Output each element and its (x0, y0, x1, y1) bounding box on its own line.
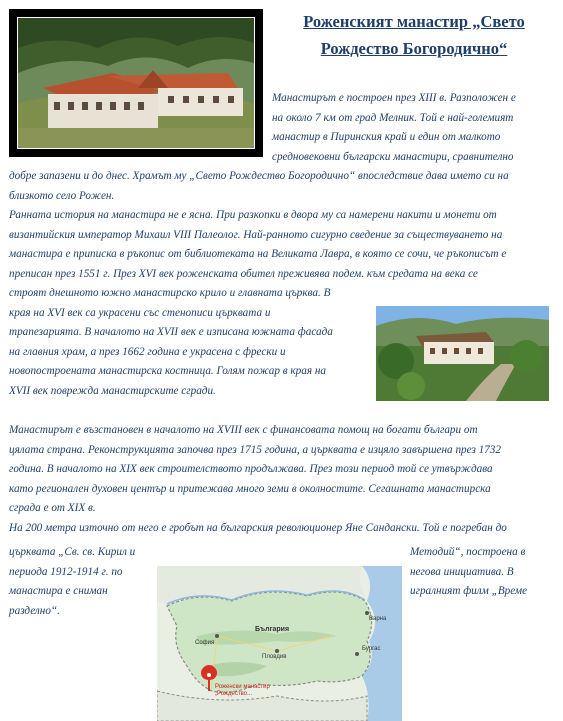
text-line: негова инициатива. В (410, 565, 514, 578)
text-line: На 200 метра източно от него е гробът на българския революционер Яне Сандански. Той е погребан до (9, 522, 507, 534)
text-line: на около 7 км от град Мелник. Той е най-големият (272, 111, 514, 124)
text-line: година. В началото на XIX век строителството продължава. През този период той се утвърждава (9, 463, 493, 475)
map-label-city: Варна (369, 616, 387, 622)
text-line: на главния храм, а през 1662 година е украсена с фрески и (9, 345, 286, 358)
map-label-city: Пловдив (262, 654, 287, 660)
text-line: края на XVI век са украсени със стенописи църквата и (9, 306, 271, 319)
text-line: манастир в Пиринския край и един от малкото (272, 131, 501, 143)
text-line: XVII век поврежда манастирските сгради. (9, 384, 216, 397)
text-line: църквата „Св. св. Кирил и (9, 546, 136, 558)
text-line: византийския император Михаил VIII Палеолог. Най-ранното сигурно сведение за съществуването на (9, 228, 503, 241)
text-line: манастира е сниман (9, 585, 108, 597)
text-line: Манастирът е построен през XIII в. Разположен е (272, 92, 516, 104)
monastery-photo (17, 17, 255, 149)
monastery-courtyard-photo (376, 306, 549, 401)
text-line: периода 1912-1914 г. по (9, 565, 123, 578)
text-line: цялата страна. Реконструкцията започва през 1715 година, а църквата е изцяло завършена през 1732 (9, 443, 501, 456)
text-line: Методий“, построена в (410, 546, 526, 558)
map-marker-label-line: Роженски манастир (215, 684, 270, 690)
map-marker-label (215, 684, 270, 698)
text-line: като регионален духовен център и притежава много земи в околностите. Сегашната манастирска (9, 482, 491, 495)
paragraph-2-wide (9, 206, 550, 284)
text-line: близкото село Рожен. (9, 189, 115, 202)
paragraph-3 (9, 421, 550, 519)
text-line: преписан през 1551 г. През XVI век роженската обител преживява подем. към средата на века се (9, 267, 478, 280)
map-of-bulgaria (157, 566, 402, 721)
page-title (272, 8, 556, 62)
text-line: манастира е приписка в ръкопис от библиотеката на Великата Лавра, в която се сочи, че ръкописът е (9, 248, 507, 260)
text-line: игралният филм „Време (410, 585, 528, 597)
text-line: Манастирът е възстановен в началото на XVIII век с финансовата помощ на богати българи от (9, 424, 478, 436)
map-label-country: България (255, 626, 290, 633)
paragraph-4-left-column (9, 543, 149, 621)
map-marker-label-line: „Рождество... (215, 691, 253, 697)
text-line: трапезарията. В началото на XVII век е изписана южната фасада (9, 326, 333, 338)
text-line: новопостроената манастирска костница. Голям пожар в края на (9, 365, 326, 377)
text-line: разделно“. (9, 604, 60, 617)
text-line: добре запазени и до днес. Храмът му „Свето Рождество Богородично“ впоследствие дава името си на (9, 170, 509, 182)
paragraph-4-first-line (9, 519, 550, 539)
text-line: Ранната история на манастира не е ясна. При разкопки в двора му са намерени накити и монети от (9, 209, 497, 221)
monastery-photo-frame (9, 9, 263, 157)
text-line: средновековни български манастири, сравнително (272, 150, 514, 163)
text-line: сграда е от XIX в. (9, 502, 96, 514)
title-line-1: Роженският манастир „Свето (303, 12, 525, 31)
map-label-city: Бургас (362, 646, 381, 652)
paragraph-2-narrow (9, 284, 368, 401)
map-label-city: София (195, 640, 215, 646)
paragraph-1-wide (9, 167, 550, 206)
paragraph-4-right-column (410, 543, 550, 602)
paragraph-1-narrow (272, 89, 550, 167)
text-line: строят днешното южно манастирско крило и главната църква. В (9, 287, 331, 299)
title-line-2: Рождество Богородично“ (320, 39, 508, 58)
